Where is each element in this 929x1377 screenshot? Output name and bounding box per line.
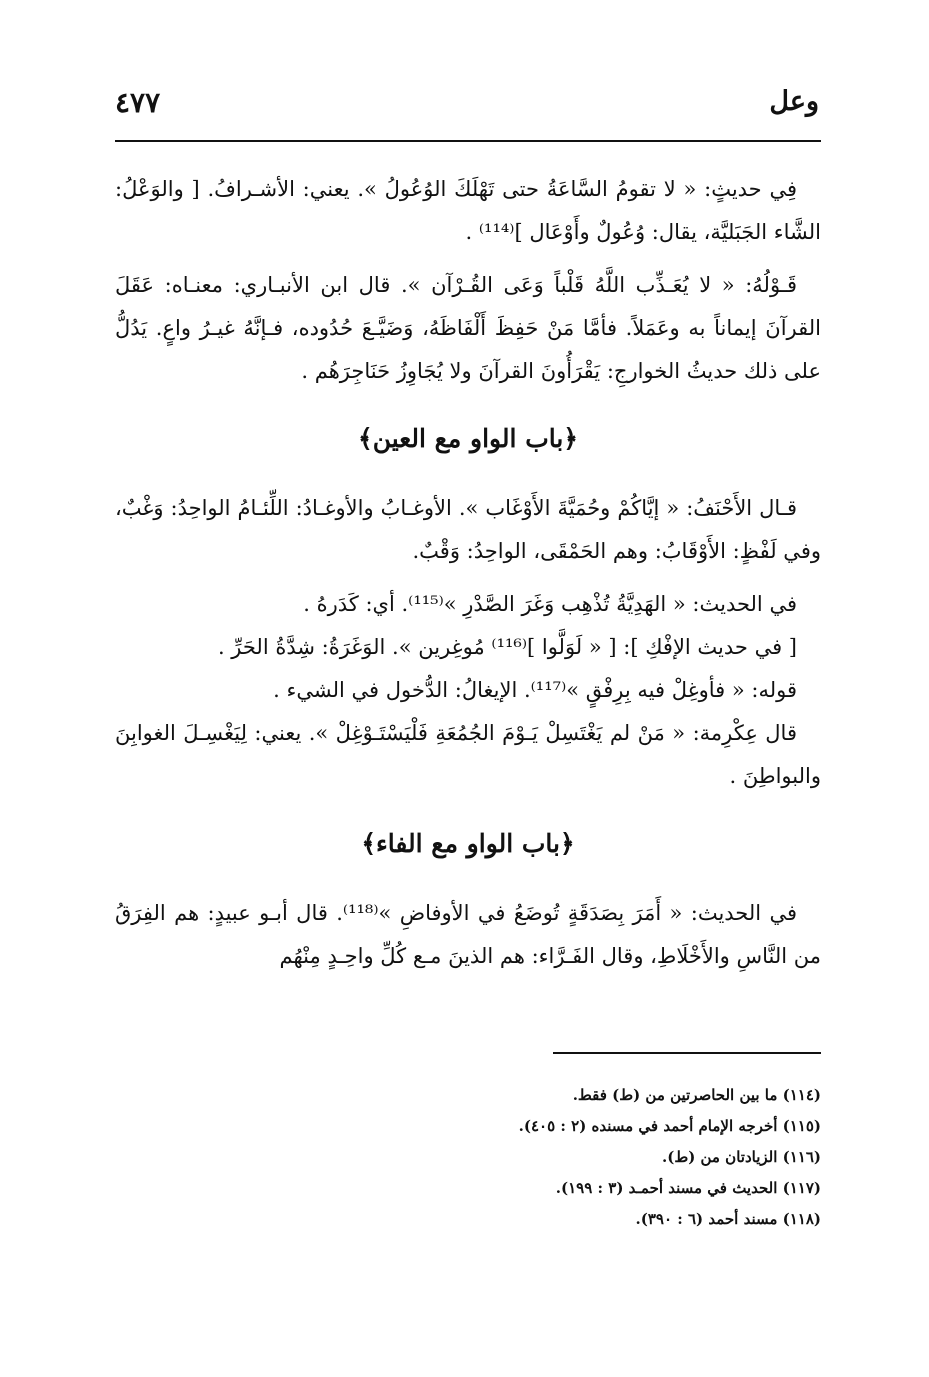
paragraph-awfad: في الحديث: « أَمَرَ بِصَدَقَةٍ تُوضَعُ في الأوفاضِ »⁽¹¹⁸⁾. قال أبـو عبيدٍ: هم الفِرَقُ من النَّاسِ والأَخْلَاطِ، وقال الفَـرَّاء: هم الذينَ مـع كُلِّ واحِـدٍ مِنْهُم	[115, 901, 821, 968]
paragraph-hadith-wuul: فِي حديثٍ: « لا تقومُ السَّاعَةُ حتى تَهْلَكَ الوُعُولُ ». يعني: الأشـرافُ. [ والوَعْلُ: الشَّاء الجَبَليَّة، يقال: وُعُولٌ وأَوْعَال ]⁽¹¹⁴⁾ .	[115, 177, 821, 244]
section-title: باب الواو مع الفاء	[376, 829, 560, 858]
paragraph-awghil: قوله: « فأوغِلْ فيه بِرِفْقٍ »⁽¹¹⁷⁾. الإيغالُ: الدُّخول في الشيء .	[273, 678, 797, 702]
paragraph-ikrima: قال عِكْرِمة: « مَنْ لم يَغْتَسِلْ يَـوْمَ الجُمُعَةِ فَلْيَسْتَـوْغِلْ ». يعني: لِيَغْسِـلَ الغوابِنَ والبواطِنَ .	[115, 721, 821, 788]
footnote-115: (١١٥) أخرجه الإمام أحمد في مسنده (٢ : ٤٠٥).	[518, 1117, 821, 1135]
running-head	[115, 80, 819, 132]
footnote-114: (١١٤) ما بين الحاصرتين من (ط) فقط.	[572, 1086, 821, 1104]
footnote-divider	[553, 1052, 821, 1054]
section-heading-waw-fa	[115, 824, 821, 864]
footnote-116: (١١٦) الزيادتان من (ط).	[662, 1148, 821, 1166]
ornament-bracket-close: ﴾	[358, 424, 373, 453]
paragraph-ifk: [ في حديث الإفْكِ ]: [ « لَوَلَّوا ]⁽¹¹⁶⁾ مُوغِرين ». الوَغَرَةُ: شِدَّةُ الحَرِّ .	[217, 635, 797, 659]
footnote-118: (١١٨) مسند أحمد (٦ : ٣٩٠).	[635, 1210, 821, 1228]
main-text	[115, 168, 821, 988]
page-number: ٤٧٧	[115, 86, 161, 119]
header-divider	[115, 140, 821, 142]
footnote-117: (١١٧) الحديث في مسند أحمـد (٣ : ١٩٩).	[555, 1179, 821, 1197]
head-word: وعل	[769, 86, 819, 117]
footnotes	[300, 1080, 821, 1235]
paragraph-quran-heart: قَـوْلُهُ: « لا يُعَـذِّب اللَّهُ قَلْباً وَعَى القُـرْآن ». قال ابن الأنبـاري: معنـاه: عَقَلَ القرآنَ إيماناً به وعَمَلاً. فأمَّا مَنْ حَفِظَ أَلْفَاظَهُ، وَضَيَّـعَ حُدُوده، فـإنَّهُ غيـرُ واعٍ. يَدُلُّ على ذلك حديثُ الخوارجِ: يَقْرَأُونَ القرآنَ ولا يُجَاوِزُ حَنَاجِرَهُم .	[115, 273, 821, 383]
section-title: باب الواو مع العين	[372, 424, 564, 453]
ornament-bracket-open: ﴿	[560, 829, 575, 858]
paragraph-ahnaf: قـال الأَحْنَفُ: « إيَّاكُمْ وحُمَيَّةَ الأَوْغَاب ». الأوغـابُ والأوغـادُ: اللِّئـامُ الواحِدُ: وَغْبٌ، وفي لَفْظٍ: الأَوْقَابُ: وهم الحَمْقَى، الواحِدُ: وَقْبٌ.	[115, 496, 821, 563]
section-heading-waw-ayn	[115, 419, 821, 459]
ornament-bracket-open: ﴿	[563, 424, 578, 453]
ornament-bracket-close: ﴾	[361, 829, 376, 858]
paragraph-hadiyya: في الحديث: « الهَدِيَّةُ تُذْهِب وَغَرَ الصَّدْرِ »⁽¹¹⁵⁾. أي: كَدَرهُ .	[303, 592, 797, 616]
